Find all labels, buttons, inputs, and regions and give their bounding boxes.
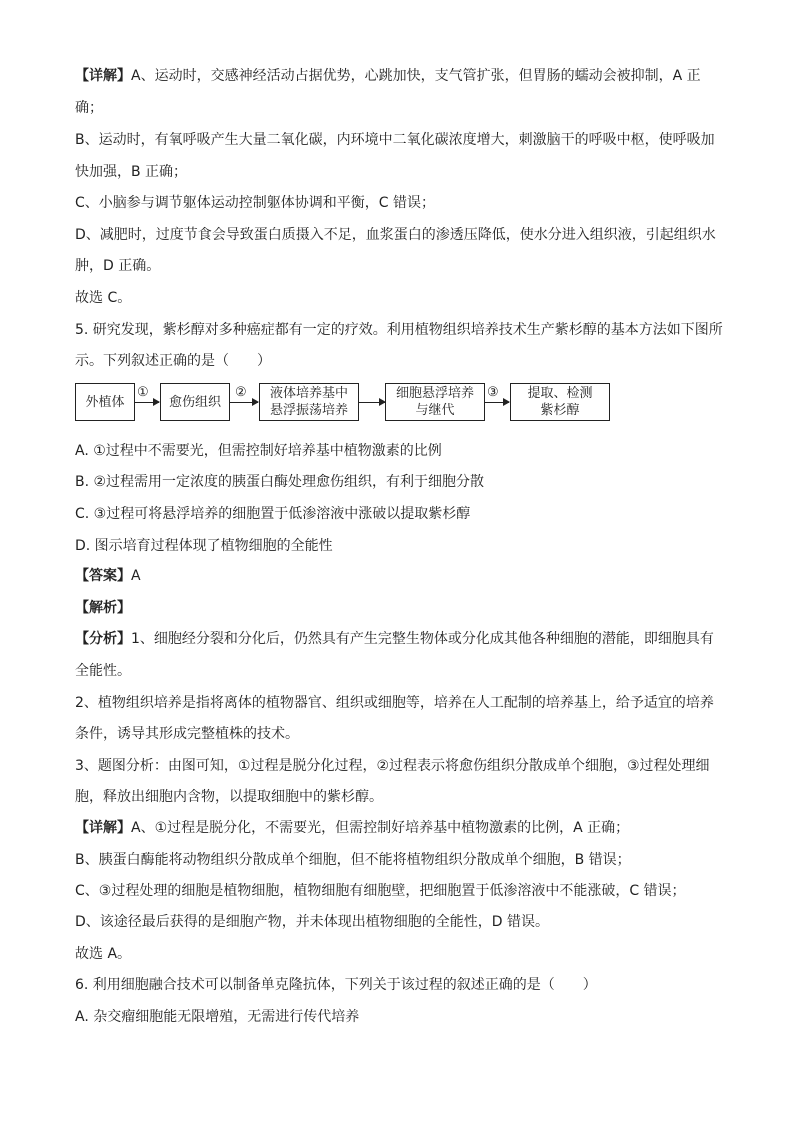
option-d bbox=[75, 536, 725, 556]
option-a bbox=[75, 1007, 725, 1027]
line-text: A bbox=[131, 568, 141, 584]
section-tag: 【分析】 bbox=[75, 631, 131, 647]
line-text: A. ①过程中不需要光，但需控制好培养基中植物激素的比例 bbox=[75, 443, 442, 459]
line-text: 胞，释放出细胞内含物，以提取细胞中的紫杉醇。 bbox=[75, 789, 383, 805]
section-tag: 【详解】 bbox=[75, 820, 131, 836]
analysis-heading bbox=[75, 598, 725, 618]
flow-box-suspension-culture: 液体培养基中 悬浮振荡培养 bbox=[259, 383, 359, 421]
line-text: A、运动时，交感神经活动占据优势，心跳加快，支气管扩张，但胃肠的蠕动会被抑制，A 正 bbox=[131, 68, 701, 84]
line-text: 故选 A。 bbox=[75, 946, 132, 962]
text-line bbox=[75, 193, 725, 213]
section-tag: 【详解】 bbox=[75, 68, 131, 84]
section-tag: 【解析】 bbox=[75, 600, 131, 616]
flow-arrow-label-2: ② bbox=[235, 385, 247, 400]
flow-box-subculture: 细胞悬浮培养 与继代 bbox=[385, 383, 485, 421]
line-text: 2、植物组织培养是指将离体的植物器官、组织或细胞等，培养在人工配制的培养基上，给予适宜的培养 bbox=[75, 695, 714, 711]
line-text: B、胰蛋白酶能将动物组织分散成单个细胞，但不能将植物组织分散成单个细胞，B 错误； bbox=[75, 852, 631, 868]
flow-box-extraction: 提取、检测 紫杉醇 bbox=[510, 383, 610, 421]
flow-arrow-4 bbox=[485, 402, 509, 403]
line-text: 全能性。 bbox=[75, 663, 131, 679]
line-text: C. ③过程可将悬浮培养的细胞置于低渗溶液中涨破以提取紫杉醇 bbox=[75, 506, 471, 522]
line-text: 3、题图分析：由图可知，①过程是脱分化过程，②过程表示将愈伤组织分散成单个细胞，③过程处理细 bbox=[75, 758, 710, 774]
line-text: 快加强，B 正确； bbox=[75, 164, 188, 180]
text-line bbox=[75, 912, 725, 932]
line-text: D. 图示培育过程体现了植物细胞的全能性 bbox=[75, 538, 333, 554]
text-line bbox=[75, 225, 725, 245]
line-text: B、运动时，有氧呼吸产生大量二氧化碳，内环境中二氧化碳浓度增大，刺激脑干的呼吸中枢，使呼吸加 bbox=[75, 132, 715, 148]
flow-arrow-1 bbox=[135, 402, 159, 403]
text-line bbox=[75, 98, 725, 118]
text-line bbox=[75, 288, 725, 308]
flow-diagram bbox=[75, 383, 615, 425]
flow-arrow-label-4: ③ bbox=[487, 385, 499, 400]
option-b bbox=[75, 472, 725, 492]
text-line bbox=[75, 724, 725, 744]
flow-box-callus: 愈伤组织 bbox=[160, 383, 230, 421]
text-line bbox=[75, 787, 725, 807]
line-text: 确； bbox=[75, 100, 103, 116]
text-line bbox=[75, 693, 725, 713]
flow-box-explant: 外植体 bbox=[75, 383, 135, 421]
line-text: A. 杂交瘤细胞能无限增殖，无需进行传代培养 bbox=[75, 1009, 360, 1025]
line-text: C、小脑参与调节躯体运动控制躯体协调和平衡，C 错误； bbox=[75, 195, 435, 211]
line-text: D、减肥时，过度节食会导致蛋白质摄入不足，血浆蛋白的渗透压降低，使水分进入组织液，引起组织水 bbox=[75, 227, 716, 243]
question-stem bbox=[75, 320, 725, 340]
line-text: D、该途径最后获得的是细胞产物，并未体现出植物细胞的全能性，D 错误。 bbox=[75, 914, 550, 930]
option-a bbox=[75, 441, 725, 461]
answer-line bbox=[75, 566, 725, 586]
flow-arrow-label-1: ① bbox=[137, 385, 149, 400]
line-text: 1、细胞经分裂和分化后，仍然具有产生完整生物体或分化成其他各种细胞的潜能，即细胞具有 bbox=[131, 631, 714, 647]
text-line bbox=[75, 818, 725, 838]
text-line bbox=[75, 66, 725, 86]
line-text: 故选 C。 bbox=[75, 290, 132, 306]
line-text: A、①过程是脱分化，不需要光，但需控制好培养基中植物激素的比例，A 正确； bbox=[131, 820, 630, 836]
line-text: B. ②过程需用一定浓度的胰蛋白酶处理愈伤组织，有利于细胞分散 bbox=[75, 474, 485, 490]
question-stem bbox=[75, 975, 725, 995]
line-text: C、③过程处理的细胞是植物细胞，植物细胞有细胞壁，把细胞置于低渗溶液中不能涨破，C 错误； bbox=[75, 883, 686, 899]
text-line bbox=[75, 850, 725, 870]
text-line bbox=[75, 944, 725, 964]
option-c bbox=[75, 504, 725, 524]
section-tag: 【答案】 bbox=[75, 568, 131, 584]
flow-arrow-3 bbox=[359, 402, 385, 403]
line-text: 条件，诱导其形成完整植株的技术。 bbox=[75, 726, 299, 742]
text-line bbox=[75, 756, 725, 776]
line-text: 示。下列叙述正确的是（ ） bbox=[75, 353, 271, 369]
text-line bbox=[75, 881, 725, 901]
line-text: 5. 研究发现，紫杉醇对多种癌症都有一定的疗效。利用植物组织培养技术生产紫杉醇的基本方法如下图所 bbox=[75, 322, 723, 338]
text-line bbox=[75, 130, 725, 150]
line-text: 肿，D 正确。 bbox=[75, 258, 161, 274]
question-stem bbox=[75, 351, 725, 371]
text-line bbox=[75, 661, 725, 681]
flow-arrow-2 bbox=[230, 402, 258, 403]
line-text: 6. 利用细胞融合技术可以制备单克隆抗体，下列关于该过程的叙述正确的是（ ） bbox=[75, 977, 597, 993]
text-line bbox=[75, 162, 725, 182]
text-line bbox=[75, 629, 725, 649]
text-line bbox=[75, 256, 725, 276]
